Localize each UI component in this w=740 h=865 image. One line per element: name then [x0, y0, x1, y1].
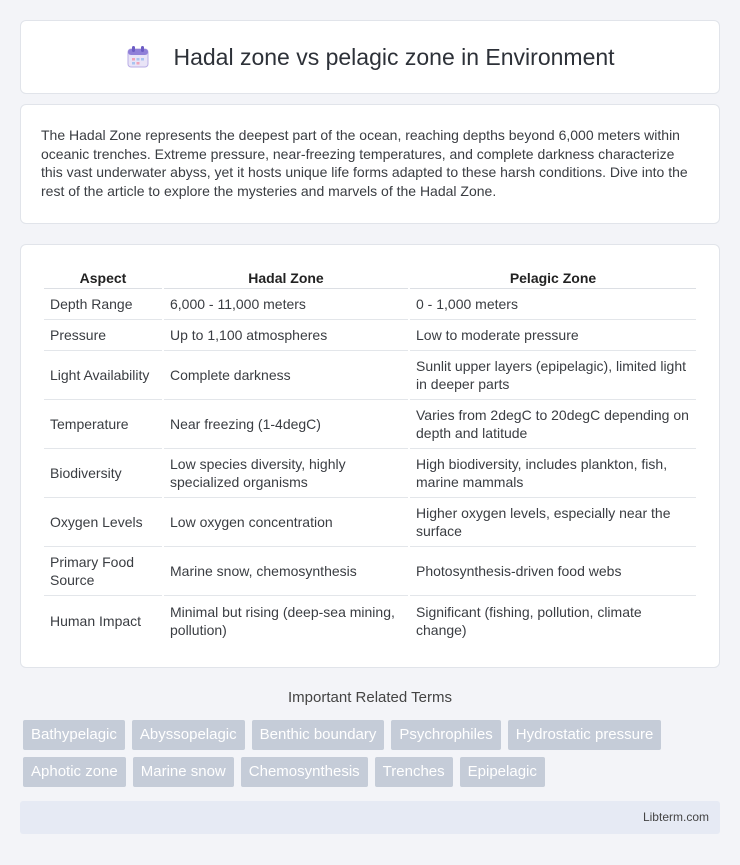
- title-wrap: [125, 44, 614, 71]
- intro-card: [20, 104, 720, 224]
- table-row: [44, 498, 696, 547]
- related-term-tag[interactable]: Benthic boundary: [252, 720, 385, 750]
- cell-hadal: 6,000 - 11,000 meters: [164, 289, 408, 320]
- cell-aspect: Human Impact: [50, 612, 142, 629]
- cell-hadal: Marine snow, chemosynthesis: [164, 547, 408, 596]
- related-term-tag[interactable]: Bathypelagic: [23, 720, 125, 750]
- related-term-tag[interactable]: Abyssopelagic: [132, 720, 245, 750]
- cell-pelagic: Low to moderate pressure: [410, 320, 696, 351]
- cell-pelagic: High biodiversity, includes plankton, fish, marine mammals: [410, 449, 696, 498]
- calendar-icon: [125, 44, 151, 70]
- cell-pelagic: Sunlit upper layers (epipelagic), limited light in deeper parts: [410, 351, 696, 400]
- related-term-tag[interactable]: Epipelagic: [460, 757, 545, 787]
- cell-hadal: Near freezing (1-4degC): [164, 400, 408, 449]
- cell-hadal: Up to 1,100 atmospheres: [164, 320, 408, 351]
- cell-aspect: Temperature: [44, 400, 162, 449]
- related-term-tag[interactable]: Marine snow: [133, 757, 234, 787]
- cell-aspect: Light Availability: [44, 351, 162, 400]
- related-term-tag[interactable]: Aphotic zone: [23, 757, 126, 787]
- page-title: Hadal zone vs pelagic zone in Environment: [173, 43, 615, 70]
- header-card: [20, 20, 720, 94]
- cell-aspect: Pressure: [44, 320, 162, 351]
- cell-aspect: Primary Food Source: [44, 547, 162, 596]
- table-row: [44, 400, 696, 449]
- cell-aspect: Biodiversity: [44, 449, 162, 498]
- table-row: [44, 449, 696, 498]
- cell-hadal: Complete darkness: [164, 351, 408, 400]
- related-term-tag[interactable]: Chemosynthesis: [241, 757, 368, 787]
- footer: [20, 801, 720, 834]
- cell-aspect: Depth Range: [44, 289, 162, 320]
- header-aspect: Aspect: [44, 261, 162, 289]
- cell-hadal: Minimal but rising (deep-sea mining, pollution): [170, 603, 395, 638]
- cell-hadal: Low species diversity, highly specialized organisms: [164, 449, 408, 498]
- table-row: [44, 547, 696, 596]
- comparison-table: [42, 261, 698, 645]
- header-pelagic: Pelagic Zone: [410, 261, 696, 289]
- cell-pelagic: Varies from 2degC to 20degC depending on depth and latitude: [410, 400, 696, 449]
- cell-pelagic: Photosynthesis-driven food webs: [410, 547, 696, 596]
- comparison-card: [20, 244, 720, 668]
- cell-hadal: Low oxygen concentration: [164, 498, 408, 547]
- header-hadal: Hadal Zone: [164, 261, 408, 289]
- table-row: [44, 596, 696, 645]
- cell-pelagic: Significant (fishing, pollution, climate change): [416, 603, 642, 638]
- cell-pelagic: Higher oxygen levels, especially near the surface: [410, 498, 696, 547]
- related-term-tag[interactable]: Trenches: [375, 757, 453, 787]
- related-terms-title: Important Related Terms: [288, 689, 452, 706]
- table-row: [44, 320, 696, 351]
- table-row: [44, 289, 696, 320]
- table-header-row: [44, 261, 696, 289]
- related-term-tag[interactable]: Psychrophiles: [391, 720, 500, 750]
- cell-aspect: Oxygen Levels: [44, 498, 162, 547]
- footer-site-link[interactable]: Libterm.com: [642, 810, 709, 824]
- table-row: [44, 351, 696, 400]
- related-term-tag[interactable]: Hydrostatic pressure: [508, 720, 662, 750]
- cell-pelagic: 0 - 1,000 meters: [410, 289, 696, 320]
- intro-text: The Hadal Zone represents the deepest part of the ocean, reaching depths beyond 6,000 meters within oceanic trenches. Extreme pressure, near-freezing temperatures, and complete darkness characterize this vast underwater abyss, yet it hosts unique life forms adapted to these harsh conditions. Dive into the rest of the article to explore the mysteries and marvels of the Hadal Zone.: [41, 127, 688, 199]
- related-terms-list: [23, 720, 713, 787]
